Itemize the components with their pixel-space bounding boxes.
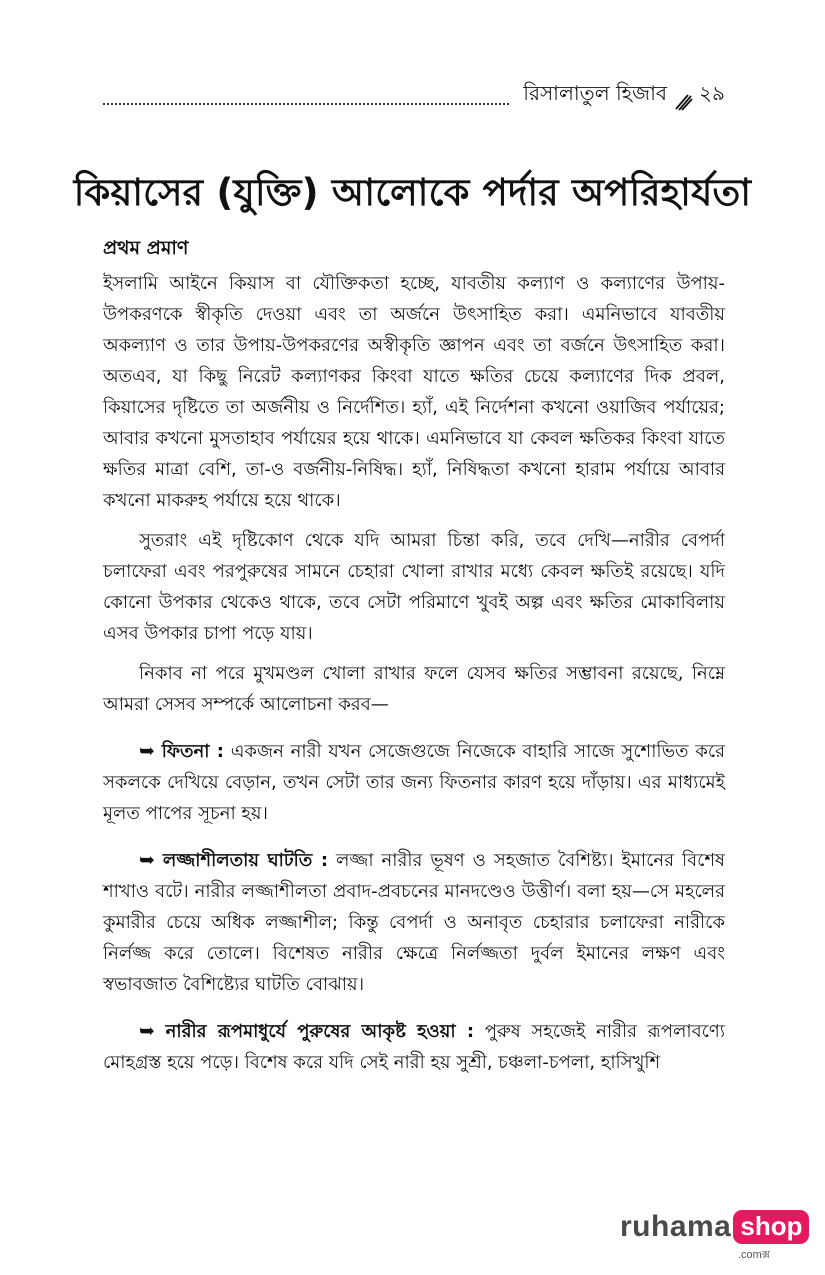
watermark-brand-right: shop — [733, 1210, 809, 1244]
arrow-bullet-icon: ➥ — [139, 740, 155, 762]
header-page-number: ২৯ — [699, 81, 725, 105]
chapter-title: কিয়াসের (যুক্তি) আলোকে পর্দার অপরিহার্যতা — [73, 171, 752, 214]
header-dotted-rule — [103, 103, 509, 105]
bullet-term: লজ্জাশীলতায় ঘাটতি : — [162, 850, 329, 871]
bullet-item-modesty — [103, 845, 725, 1000]
arrow-bullet-icon: ➥ — [139, 849, 155, 871]
bullet-text: পুরুষ সহজেই নারীর রূপলাবণ্যে মোহগ্রস্ত হয়ে পড়ে। বিশেষ করে যদি সেই নারী হয় সুশ্রী, চঞ্চলা-চপলা, হাসিখুশি — [103, 1021, 725, 1073]
bullet-text: লজ্জা নারীর ভূষণ ও সহজাত বৈশিষ্ট্য। ইমানের বিশেষ শাখাও বটে। নারীর লজ্জাশীলতা প্রবাদ-প্রবচনের মানদণ্ডেও উত্তীর্ণ। বলা হয়—সে মহলের কুমারীর চেয়ে অধিক লজ্জাশীল; কিন্তু বেপর্দা ও অনাবৃত চেহারার চলাফেরা নারীকে নির্লজ্জ করে তোলে। বিশেষত নারীর ক্ষেত্রে নির্লজ্জতা দুর্বল ইমানের লক্ষণ এবং স্বভাবজাত বৈশিষ্ট্যের ঘাটতি বোঝায়। — [103, 850, 725, 995]
header-text — [523, 79, 725, 112]
watermark-logo — [620, 1210, 809, 1261]
watermark-brand-left: ruhama — [620, 1210, 732, 1243]
paragraph-1: ইসলামি আইনে কিয়াস বা যৌক্তিকতা হচ্ছে, যাবতীয় কল্যাণ ও কল্যাণের উপায়-উপকরণকে স্বীকৃতি দেওয়া এবং তা অর্জনে উৎসাহিত করা। এমনিভাবে যাবতীয় অকল্যাণ ও তার উপায়-উপকরণের অস্বীকৃতি জ্ঞাপন এবং তা বর্জনে উৎসাহিত করা। অতএব, যা কিছু নিরেট কল্যাণকর কিংবা যাতে ক্ষতির চেয়ে কল্যাণের দিক প্রবল, কিয়াসের দৃষ্টিতে তা অর্জনীয় ও নির্দেশিত। হ্যাঁ, এই নির্দেশনা কখনো ওয়াজিব পর্যায়ের; আবার কখনো মুসতাহাব পর্যায়ের হয়ে থাকে। এমনিভাবে যা কেবল ক্ষতিকর কিংবা যাতে ক্ষতির মাত্রা বেশি, তা-ও বর্জনীয়-নিষিদ্ধ। হ্যাঁ, নিষিদ্ধতা কখনো হারাম পর্যায়ে আবার কখনো মাকরুহ পর্যায়ে হয়ে থাকে। — [103, 273, 725, 511]
bullet-item-fitna — [103, 736, 725, 829]
body-content — [103, 233, 725, 1078]
paragraph-3: নিকাব না পরে মুখমণ্ডল খোলা রাখার ফলে যেসব ক্ষতির সম্ভাবনা রয়েছে, নিম্নে আমরা সেসব সম্পর্কে আলোচনা করব— — [103, 663, 725, 715]
running-header — [103, 78, 725, 112]
paragraph-2: সুতরাং এই দৃষ্টিকোণ থেকে যদি আমরা চিন্তা করি, তবে দেখি—নারীর বেপর্দা চলাফেরা এবং পরপুরুষের সামনে চেহারা খোলা রাখার মধ্যে কেবল ক্ষতিই রয়েছে। যদি কোনো উপকার থেকেও থাকে, তবে সেটা পরিমাণে খুবই অল্প এবং ক্ষতির মোকাবিলায় এসব উপকার চাপা পড়ে যায়। — [103, 530, 725, 644]
bullet-term: নারীর রূপমাধুর্যে পুরুষের আকৃষ্ট হওয়া : — [165, 1021, 475, 1042]
bullet-text: একজন নারী যখন সেজেগুজে নিজেকে বাহারি সাজে সুশোভিত করে সকলকে দেখিয়ে বেড়ান, তখন সেটা তার জন্য ফিতনার কারণ হয়ে দাঁড়ায়। এর মাধ্যমেই মূলত পাপের সূচনা হয়। — [103, 741, 725, 824]
arrow-bullet-icon: ➥ — [139, 1020, 155, 1042]
watermark-domain: .comক্স — [738, 1249, 770, 1261]
pen-icon — [673, 92, 693, 112]
bullet-term: ফিতনা : — [161, 741, 224, 762]
header-book-title: রিসালাতুল হিজাব — [523, 81, 668, 105]
bullet-item-attraction — [103, 1016, 725, 1078]
section-heading: প্রথম প্রমাণ — [103, 237, 189, 259]
